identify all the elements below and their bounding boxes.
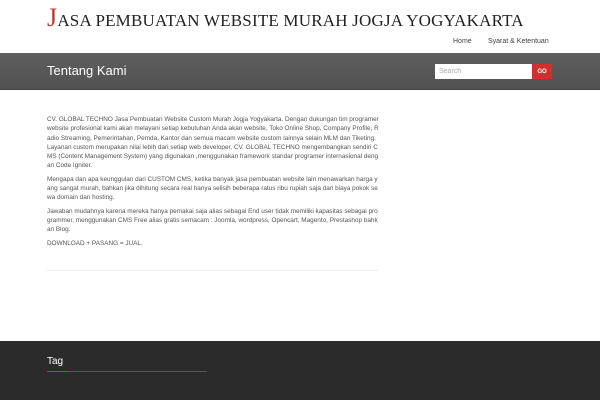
- content-divider: [47, 270, 379, 271]
- site-header: [0, 0, 600, 53]
- site-title-initial: J: [47, 3, 58, 32]
- content-paragraph: Mengapa dan apa keunggulan dari CUSTOM CMS, ketika banyak jasa pembuatan website lain menawarkan harga yang sangat murah, bahkan jika dihitung secara real hanya selisih beberapa ratus ribu rupiah saja dari biaya pokok sewa domain dan hosting.: [47, 175, 378, 202]
- search-button[interactable]: GO: [532, 64, 552, 79]
- page-title: Tentang Kami: [47, 63, 127, 78]
- page-banner: [0, 53, 600, 90]
- footer-heading-accent: [47, 371, 69, 372]
- content-paragraph: DOWNLOAD + PASANG = JUAL.: [47, 239, 143, 247]
- main-nav: [0, 38, 600, 52]
- site-title[interactable]: [47, 5, 524, 31]
- nav-item-home[interactable]: Home: [453, 38, 472, 45]
- site-title-text: ASA PEMBUATAN WEBSITE MURAH JOGJA YOGYAKARTA: [57, 11, 524, 30]
- site-footer: [0, 341, 600, 400]
- content-paragraph: CV. GLOBAL TECHNO Jasa Pembuatan Website Custom Murah Jogja Yogyakarta. Dengan dukungan tim programer website profesional kami akan melayani setiap kebutuhan Anda akan website, Toko Online Shop, Company Profile, Radio Streaming, Pemerintahan, Pemda, Kantor dan semua macam website custom lainnya selain MLM dan Tiketing. Layanan custom merupakan nilai lebih dari setiap web developer, CV. GLOBAL TECHNO mengembangkan sendiri CMS (Content Management System) yang digunakan ,menggunakan framework standar programer internasional dengan Code Igniter.: [47, 116, 379, 170]
- footer-heading-tag: Tag: [47, 356, 64, 367]
- footer-heading-underline: [47, 371, 207, 372]
- search-input[interactable]: [435, 64, 532, 79]
- main-content: [47, 115, 379, 252]
- nav-item-syarat-ketentuan[interactable]: Syarat & Ketentuan: [488, 38, 549, 45]
- content-paragraph: Jawaban mudahnya karena mereka hanya pemakai saja alias sebagai End user tidak memiliki kapasitas sebagai programmer, menggunakan CMS Free alias gratis semacam : Joomla, wordpress, Opencart, Magento, Prestashop bahkan Blog.: [47, 207, 378, 234]
